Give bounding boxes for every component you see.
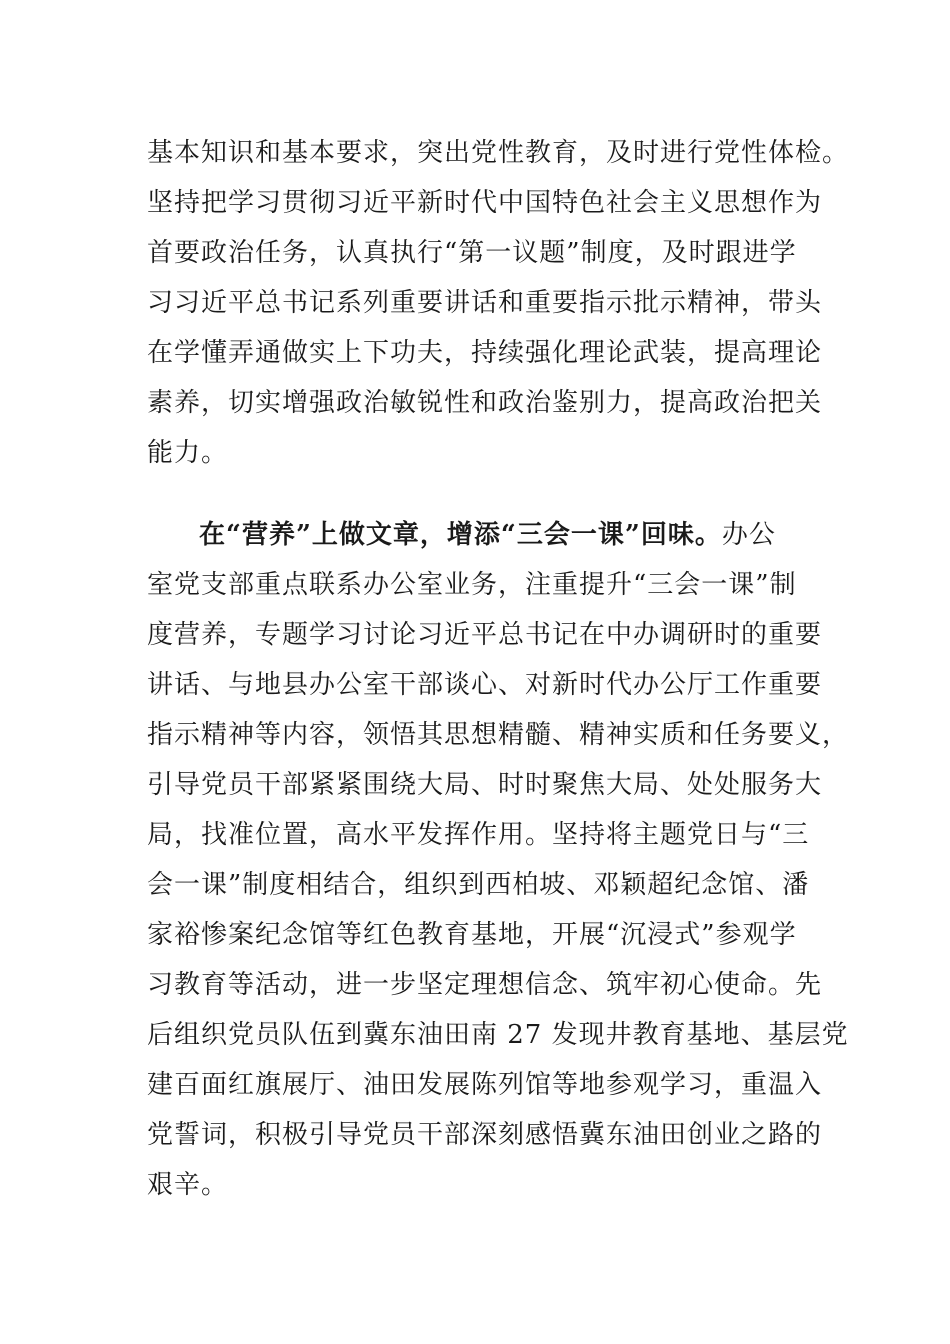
text-line: 引导党员干部紧紧围绕大局、时时聚焦大局、处处服务大	[147, 770, 823, 800]
text-line: 艰辛。	[147, 1170, 229, 1200]
text-line: 后组织党员队伍到冀东油田南 27 发现井教育基地、基层党	[147, 1020, 849, 1050]
text-line: 能力。	[147, 438, 229, 468]
text-line: 讲话、与地县办公室干部谈心、对新时代办公厅工作重要	[147, 670, 823, 700]
text-line: 室党支部重点联系办公室业务，注重提升“三会一课”制	[147, 570, 797, 600]
text-line: 会一课”制度相结合，组织到西柏坡、邓颖超纪念馆、潘	[147, 870, 810, 900]
text-line: 度营养，专题学习讨论习近平总书记在中办调研时的重要	[147, 620, 823, 650]
heading-trailing-text: 办公	[721, 520, 776, 550]
text-line: 坚持把学习贯彻习近平新时代中国特色社会主义思想作为	[147, 188, 823, 218]
text-line: 素养，切实增强政治敏锐性和政治鉴别力，提高政治把关	[147, 388, 823, 418]
text-line: 党誓词，积极引导党员干部深刻感悟冀东油田创业之路的	[147, 1120, 823, 1150]
paragraph-first-line	[147, 510, 807, 560]
text-line: 在学懂弄通做实上下功夫，持续强化理论武装，提高理论	[147, 338, 823, 368]
text-line: 基本知识和基本要求，突出党性教育，及时进行党性体检。	[147, 138, 850, 168]
paragraph-heading: 在“营养”上做文章，增添“三会一课”回味。	[199, 520, 722, 550]
text-line: 首要政治任务，认真执行“第一议题”制度，及时跟进学	[147, 238, 797, 268]
text-line: 局，找准位置，高水平发挥作用。坚持将主题党日与“三	[147, 820, 810, 850]
text-line: 家裕惨案纪念馆等红色教育基地，开展“沉浸式”参观学	[147, 920, 797, 950]
paragraph-continuation	[147, 128, 850, 478]
paragraph-nutrition	[147, 510, 850, 1210]
text-line: 习教育等活动，进一步坚定理想信念、筑牢初心使命。先	[147, 970, 823, 1000]
text-line: 指示精神等内容，领悟其思想精髓、精神实质和任务要义，	[147, 720, 850, 750]
text-line: 建百面红旗展厅、油田发展陈列馆等地参观学习，重温入	[147, 1070, 823, 1100]
text-line: 习习近平总书记系列重要讲话和重要指示批示精神，带头	[147, 288, 823, 318]
